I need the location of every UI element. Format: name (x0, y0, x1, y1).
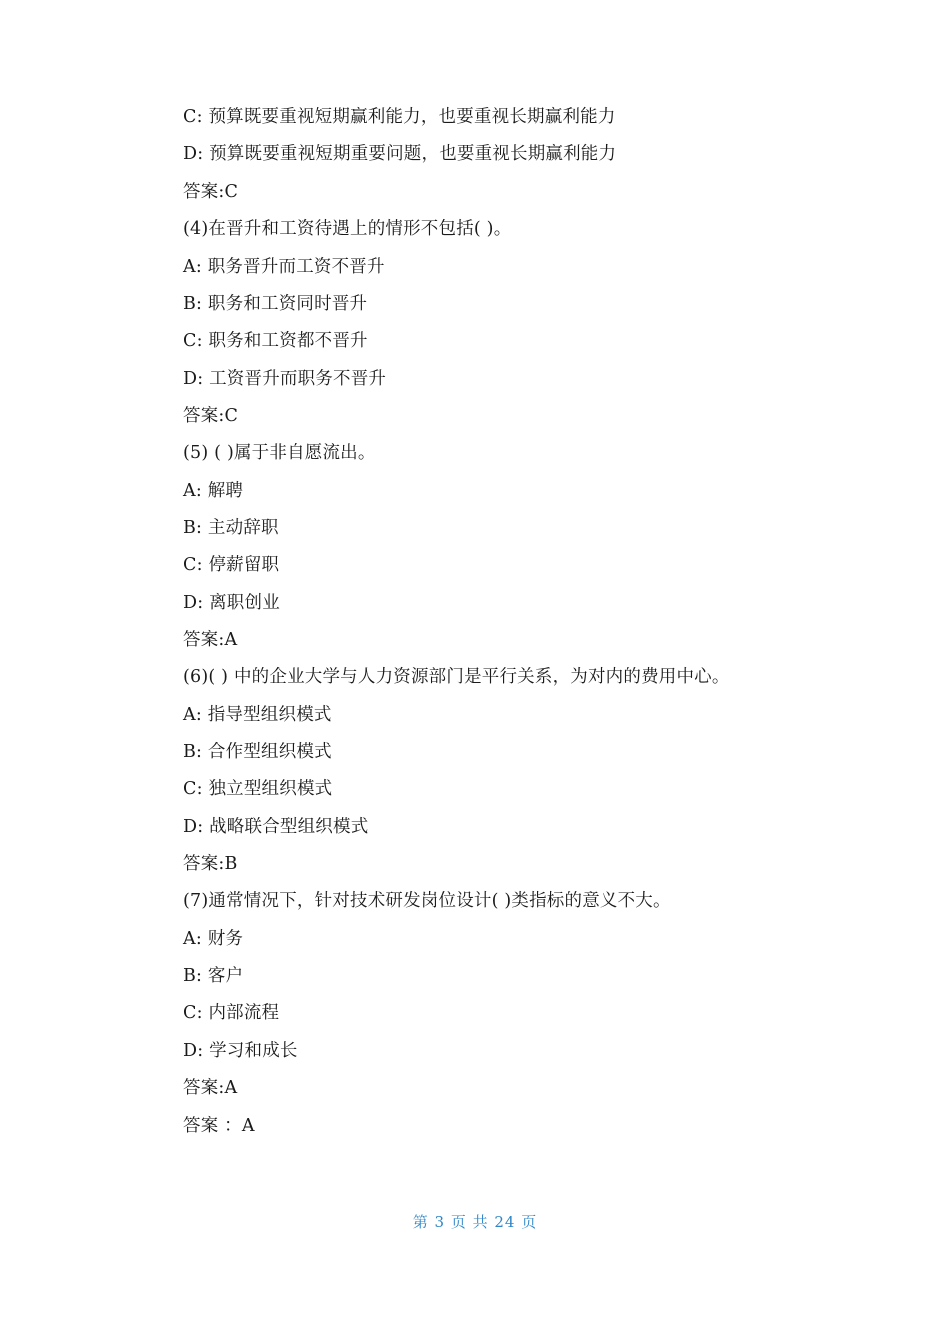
option-c-line: C: 预算既要重视短期赢利能力，也要重视长期赢利能力 (183, 107, 616, 127)
question-6: (6)( ) 中的企业大学与人力资源部门是平行关系，为对内的费用中心。 (183, 667, 730, 687)
option-d-line: D: 预算既要重视短期重要问题，也要重视长期赢利能力 (183, 144, 617, 164)
option-d-line: D: 学习和成长 (183, 1041, 298, 1061)
option-c-line: C: 职务和工资都不晋升 (183, 331, 368, 351)
page-number-footer: 第 3 页 共 24 页 (412, 1213, 538, 1231)
option-d-line: D: 战略联合型组织模式 (183, 817, 369, 837)
question-7: (7)通常情况下，针对技术研发岗位设计( )类指标的意义不大。 (183, 891, 671, 911)
option-a-line: A: 指导型组织模式 (183, 705, 332, 725)
option-b-line: B: 主动辞职 (183, 518, 279, 538)
answer-line: 答案:C (183, 406, 239, 426)
option-c-line: C: 内部流程 (183, 1003, 280, 1023)
question-5: (5) ( )属于非自愿流出。 (183, 443, 376, 463)
option-d-line: D: 离职创业 (183, 593, 280, 613)
answer-line: 答案 ：A (183, 1116, 255, 1136)
option-a-line: A: 职务晋升而工资不晋升 (183, 257, 385, 277)
answer-line: 答案:A (183, 630, 238, 650)
option-b-line: B: 合作型组织模式 (183, 742, 332, 762)
option-a-line: A: 解聘 (183, 481, 244, 501)
answer-line: 答案:B (183, 854, 238, 874)
answer-line: 答案:A (183, 1078, 238, 1098)
answer-line: 答案:C (183, 182, 239, 202)
question-4: (4)在晋升和工资待遇上的情形不包括( )。 (183, 219, 512, 239)
option-b-line: B: 客户 (183, 966, 244, 986)
option-d-line: D: 工资晋升而职务不晋升 (183, 369, 387, 389)
option-b-line: B: 职务和工资同时晋升 (183, 294, 368, 314)
option-c-line: C: 独立型组织模式 (183, 779, 333, 799)
option-a-line: A: 财务 (183, 929, 244, 949)
option-c-line: C: 停薪留职 (183, 555, 280, 575)
